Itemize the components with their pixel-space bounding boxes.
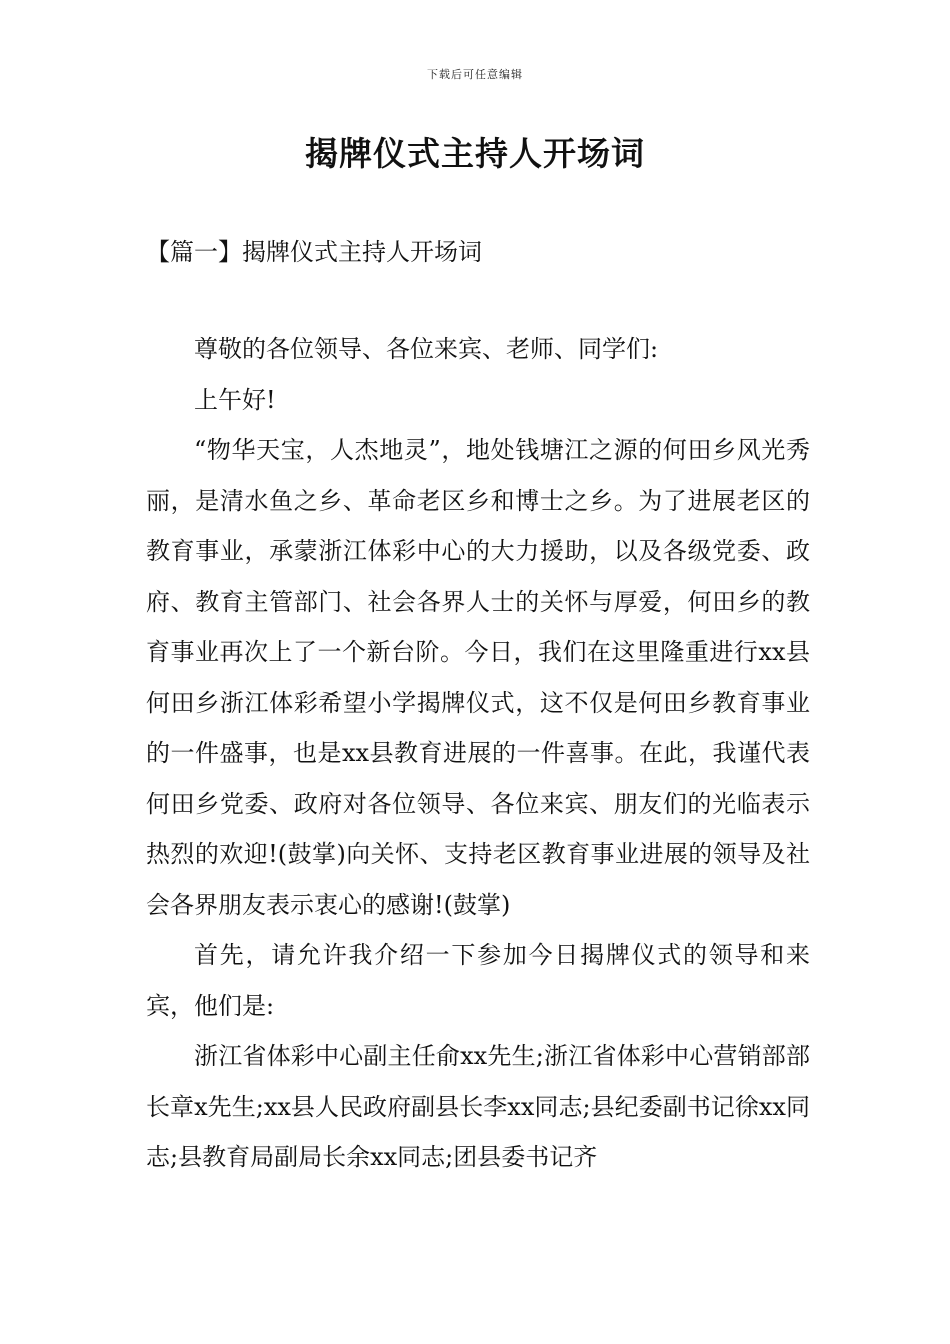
- document-title: 揭牌仪式主持人开场词: [305, 134, 645, 173]
- paragraph-welcome: “物华天宝，人杰地灵”，地处钱塘江之源的何田乡风光秀丽，是清水鱼之乡、革命老区乡和博士之乡。为了进展老区的教育事业，承蒙浙江体彩中心的大力援助，以及各级党委、政府、教育主管部门、社会各界人士的关怀与厚爱，何田乡的教育事业再次上了一个新台阶。今日，我们在这里隆重进行xx县何田乡浙江体彩希望小学揭牌仪式，这不仅是何田乡教育事业的一件盛事，也是xx县教育进展的一件喜事。在此，我谨代表何田乡党委、政府对各位领导、各位来宾、朋友们的光临表示热烈的欢迎!(鼓掌)向关怀、支持老区教育事业进展的领导及社会各界朋友表示衷心的感谢!(鼓掌): [146, 436, 810, 919]
- paragraph-guest-list: 浙江省体彩中心副主任俞xx先生;浙江省体彩中心营销部部长章x先生;xx县人民政府副县长李xx同志;县纪委副书记徐xx同志;县教育局副局长余xx同志;团县委书记齐: [146, 1042, 810, 1171]
- section-heading: 【篇一】揭牌仪式主持人开场词: [146, 238, 482, 266]
- header-note: 下载后可任意编辑: [427, 68, 523, 81]
- paragraph-introduction: 首先，请允许我介绍一下参加今日揭牌仪式的领导和来宾，他们是:: [146, 941, 810, 1020]
- document-body: [146, 324, 810, 1183]
- paragraph-good-morning: 上午好!: [194, 385, 276, 414]
- paragraph-greeting: 尊敬的各位领导、各位来宾、老师、同学们:: [194, 335, 659, 363]
